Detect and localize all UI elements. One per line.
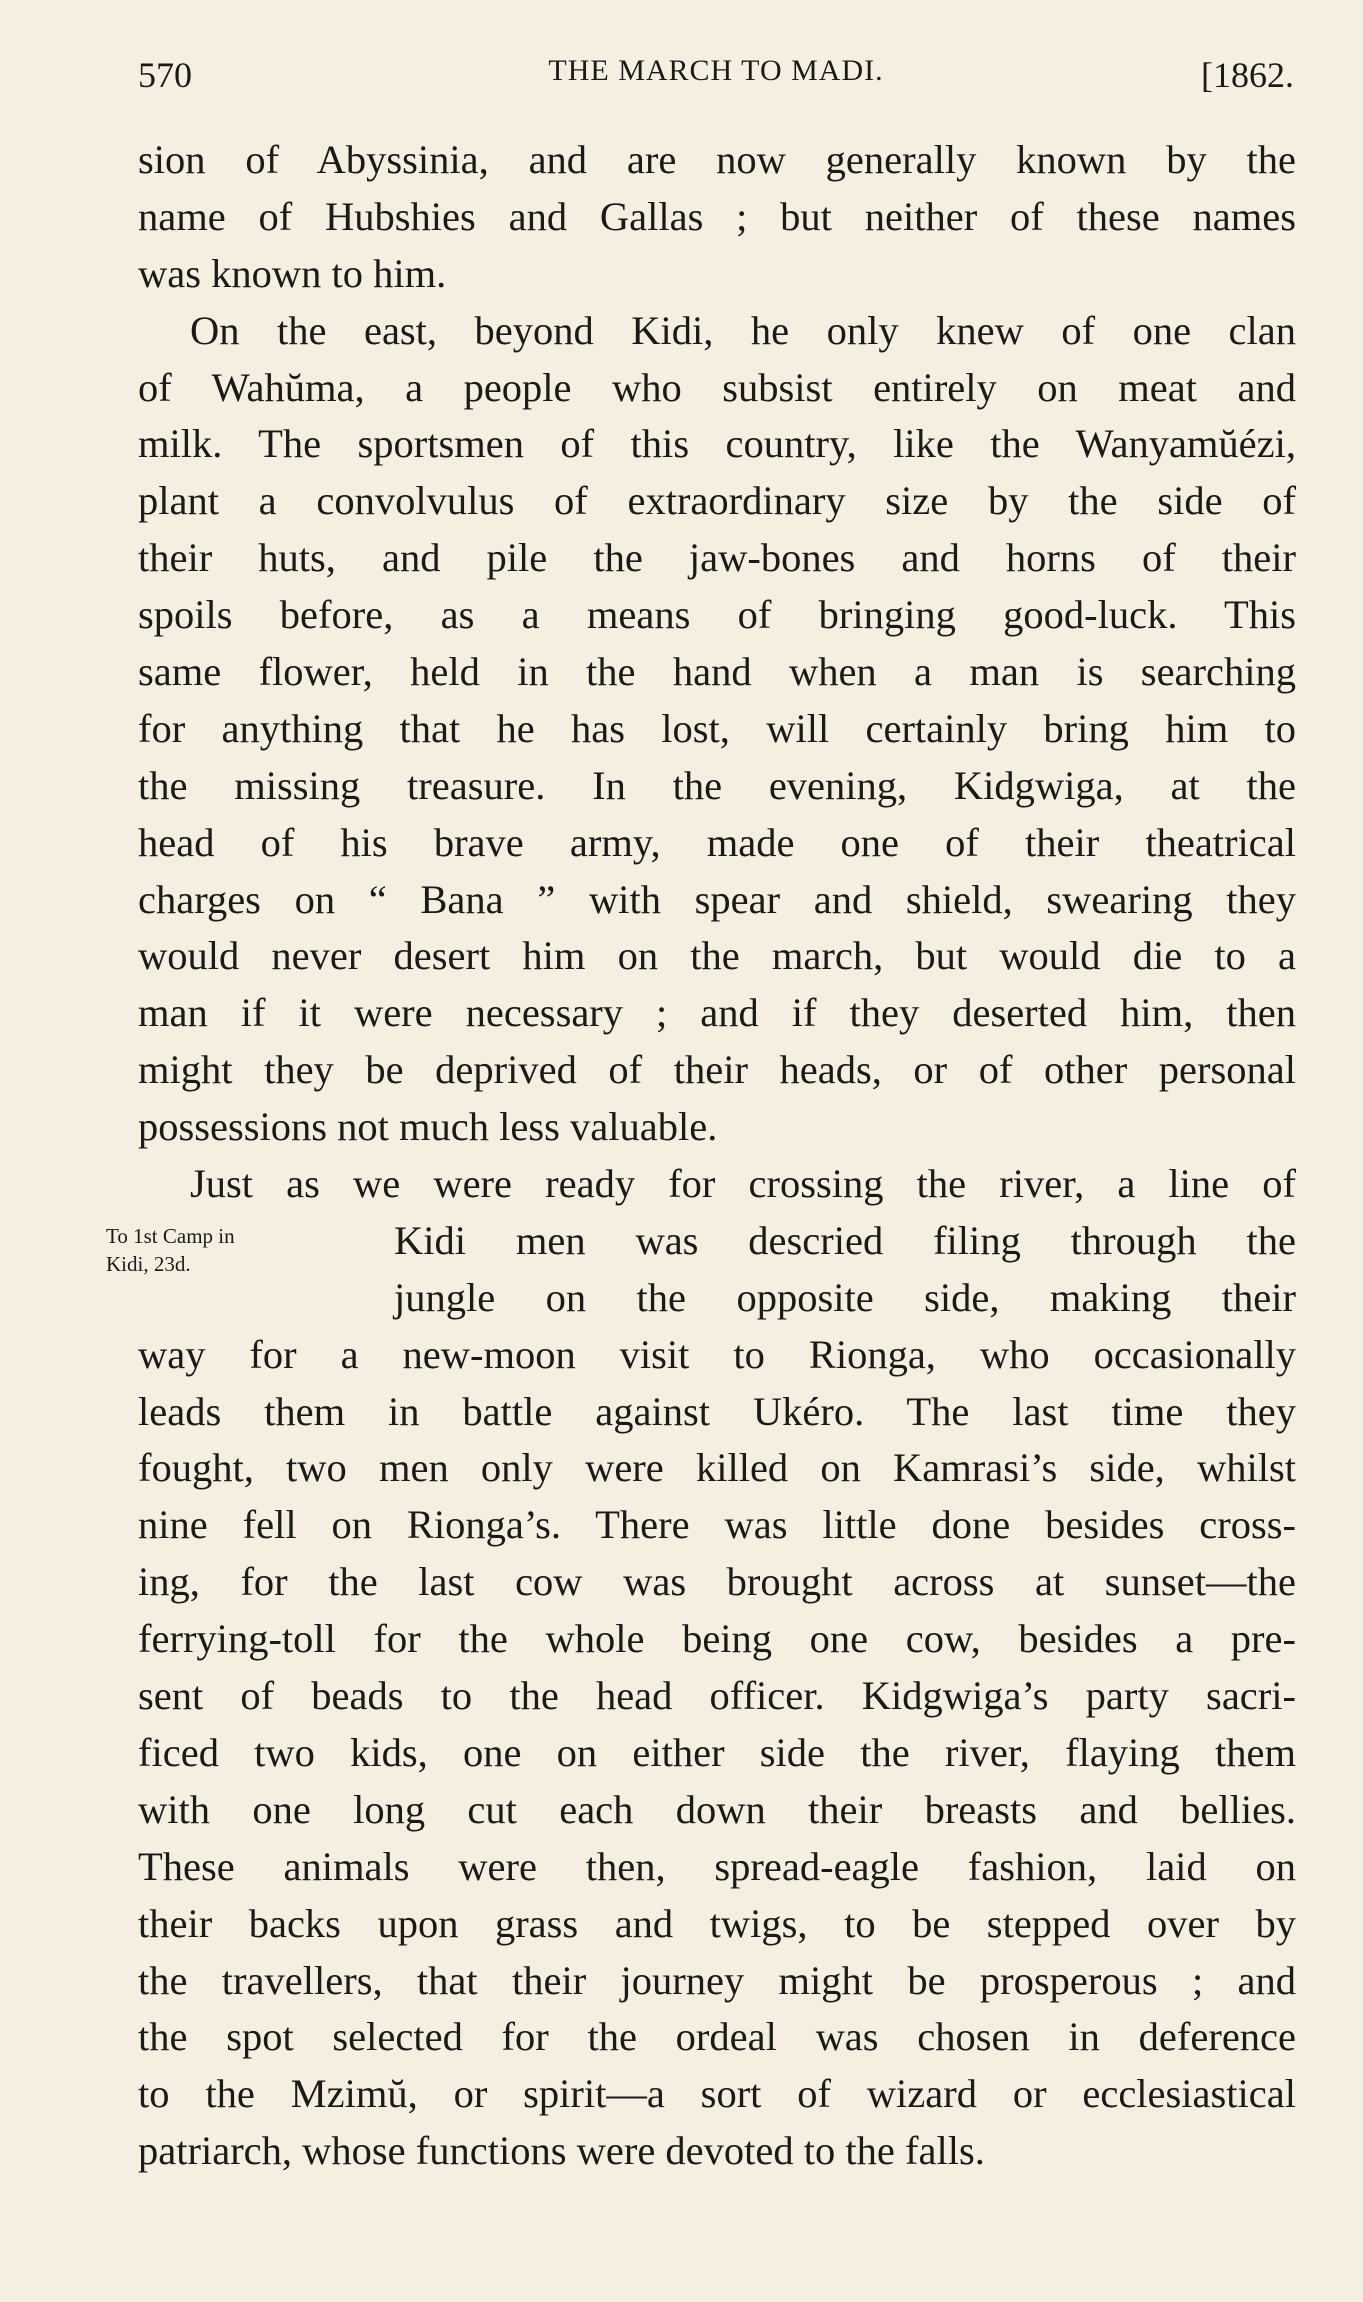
text-line: These animals were then, spread-eagle fashion, laid on bbox=[138, 1843, 1296, 1889]
text-line: ferrying-toll for the whole being one cow, besides a pre- bbox=[138, 1616, 1296, 1662]
text-line: possessions not much less valuable. bbox=[138, 1104, 718, 1150]
text-line: On the east, beyond Kidi, he only knew of one clan bbox=[190, 307, 1296, 353]
text-line: the missing treasure. In the evening, Kidgwiga, at the bbox=[138, 762, 1296, 808]
running-header bbox=[138, 40, 1294, 100]
text-line: charges on “ Bana ” with spear and shield, swearing they bbox=[138, 876, 1296, 922]
text-line: the spot selected for the ordeal was chosen in deference bbox=[138, 2014, 1296, 2060]
text-line: for anything that he has lost, will certainly bring him to bbox=[138, 705, 1296, 751]
text-line: head of his brave army, made one of their theatrical bbox=[138, 819, 1296, 865]
margin-note-line: To 1st Camp in bbox=[106, 1224, 235, 1248]
text-line: their huts, and pile the jaw-bones and horns of their bbox=[138, 535, 1296, 581]
text-line: jungle on the opposite side, making their bbox=[394, 1274, 1296, 1320]
text-line: same flower, held in the hand when a man is searching bbox=[138, 649, 1296, 695]
text-line: with one long cut each down their breasts and bellies. bbox=[138, 1786, 1296, 1832]
body-text bbox=[138, 132, 1296, 2180]
text-line: sion of Abyssinia, and are now generally known by the bbox=[138, 137, 1296, 182]
text-line: to the Mzimŭ, or spirit—a sort of wizard or ecclesiastical bbox=[138, 2071, 1296, 2117]
text-line: name of Hubshies and Gallas ; but neither of these names bbox=[138, 193, 1296, 239]
text-line: would never desert him on the march, but would die to a bbox=[138, 933, 1296, 979]
text-line: Just as we were ready for crossing the river, a line of bbox=[190, 1161, 1296, 1207]
text-line: sent of beads to the head officer. Kidgwiga’s party sacri- bbox=[138, 1673, 1296, 1719]
text-line: the travellers, that their journey might be prosperous ; and bbox=[138, 1957, 1296, 2003]
text-line: spoils before, as a means of bringing good-luck. This bbox=[138, 592, 1296, 638]
text-line: ficed two kids, one on either side the river, flaying them bbox=[138, 1729, 1296, 1775]
text-line: nine fell on Rionga’s. There was little done besides cross- bbox=[138, 1502, 1296, 1548]
margin-note-line: Kidi, 23d. bbox=[106, 1252, 191, 1276]
text-line: plant a convolvulus of extraordinary size by the side of bbox=[138, 478, 1296, 524]
page-number: 570 bbox=[138, 55, 192, 95]
text-line: man if it were necessary ; and if they deserted him, then bbox=[138, 990, 1296, 1036]
text-line: milk. The sportsmen of this country, like the Wanyamŭézi, bbox=[138, 421, 1296, 467]
text-line: leads them in battle against Ukéro. The last time they bbox=[138, 1388, 1296, 1434]
text-line: Kidi men was descried filing through the bbox=[394, 1217, 1296, 1263]
text-line: of Wahŭma, a people who subsist entirely on meat and bbox=[138, 364, 1296, 410]
text-line: ing, for the last cow was brought across at sunset—the bbox=[138, 1559, 1296, 1605]
text-line: their backs upon grass and twigs, to be stepped over by bbox=[138, 1900, 1296, 1946]
text-line: patriarch, whose functions were devoted to the falls. bbox=[138, 2128, 985, 2174]
text-line: might they be deprived of their heads, or of other personal bbox=[138, 1047, 1296, 1093]
text-line: fought, two men only were killed on Kamrasi’s side, whilst bbox=[138, 1445, 1296, 1491]
running-title: THE MARCH TO MADI. bbox=[548, 54, 884, 87]
text-line: way for a new-moon visit to Rionga, who occasionally bbox=[138, 1331, 1296, 1377]
header-year: [1862. bbox=[1201, 55, 1294, 95]
text-line: was known to him. bbox=[138, 250, 447, 296]
